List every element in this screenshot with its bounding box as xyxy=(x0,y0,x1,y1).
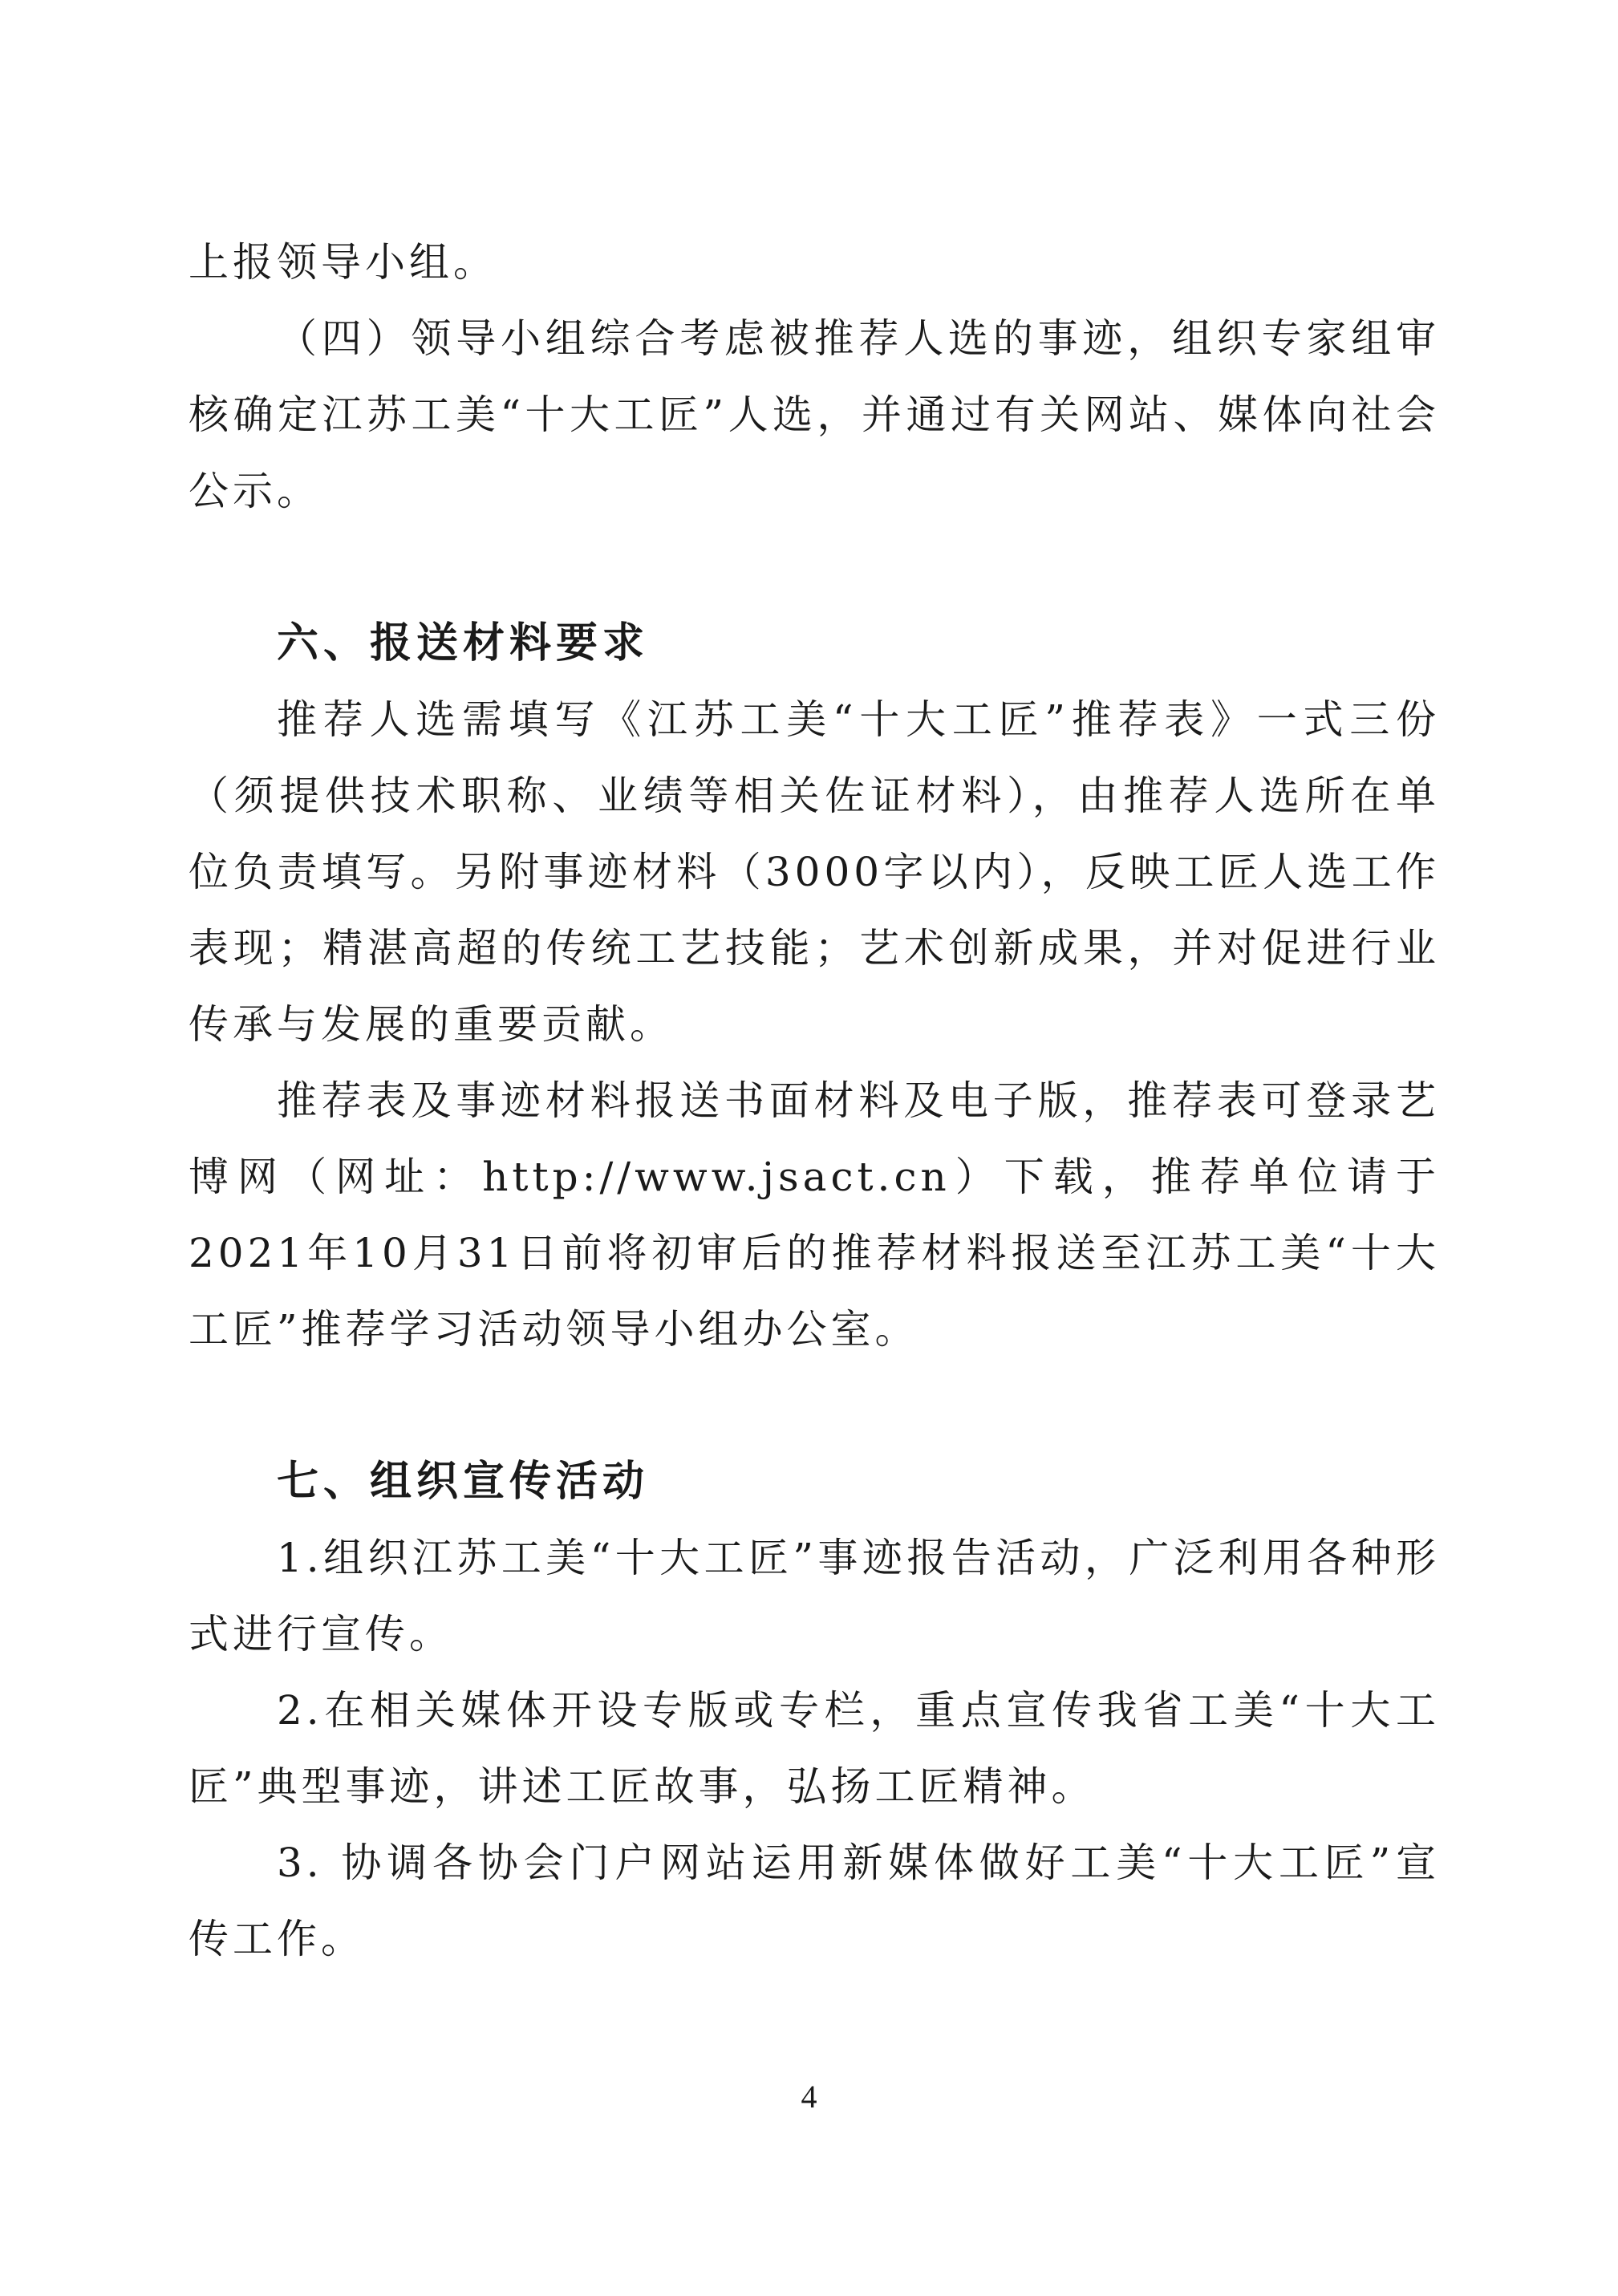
section-7-item-1: 1.组织江苏工美“十大工匠”事迹报告活动，广泛利用各种形式进行宣传。 xyxy=(189,1535,1440,1657)
document-body xyxy=(189,225,1440,1978)
section-7-heading: 七、组织宣传活动 xyxy=(277,1458,650,1506)
section-6-heading: 六、报送材料要求 xyxy=(277,619,650,667)
paragraph-item-4: （四）领导小组综合考虑被推荐人选的事迹，组织专家组审核确定江苏工美“十大工匠”人选，并通过有关网站、媒体向社会公示。 xyxy=(189,315,1440,514)
section-7-item-3: 3. 协调各协会门户网站运用新媒体做好工美“十大工匠”宣传工作。 xyxy=(189,1840,1440,1962)
paragraph-continuation: 上报领导小组。 xyxy=(189,239,497,286)
section-7-item-2: 2.在相关媒体开设专版或专栏，重点宣传我省工美“十大工匠”典型事迹，讲述工匠故事，弘扬工匠精神。 xyxy=(189,1687,1440,1810)
page-number: 4 xyxy=(801,2079,817,2115)
section-6-paragraph-1: 推荐人选需填写《江苏工美“十大工匠”推荐表》一式三份（须提供技术职称、业绩等相关佐证材料），由推荐人选所在单位负责填写。另附事迹材料（3000字以内），反映工匠人选工作表现；精湛高超的传统工艺技能；艺术创新成果，并对促进行业传承与发展的重要贡献。 xyxy=(189,696,1440,1048)
section-6-paragraph-2: 推荐表及事迹材料报送书面材料及电子版，推荐表可登录艺博网（网址：http://www.jsact.cn）下载，推荐单位请于2021年10月31日前将初审后的推荐材料报送至江苏工美“十大工匠”推荐学习活动领导小组办公室。 xyxy=(189,1077,1440,1353)
